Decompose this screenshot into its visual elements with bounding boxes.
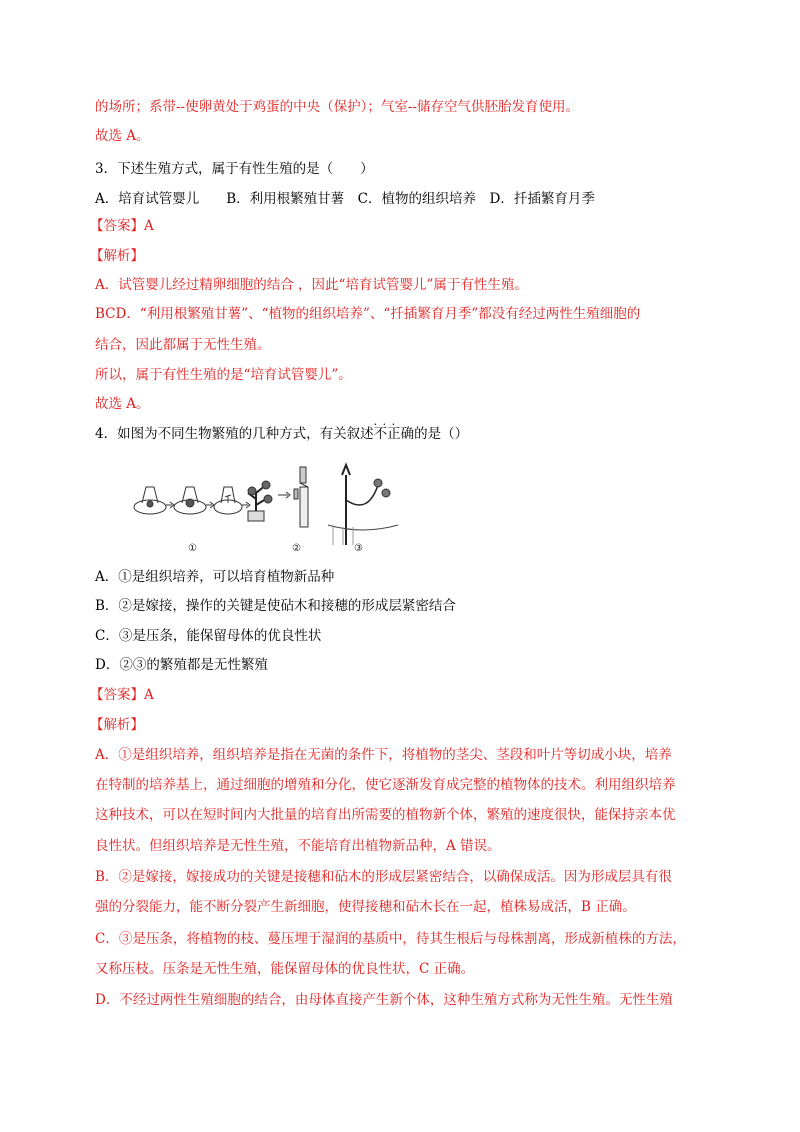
question-3-options: A．培育试管婴儿 B．利用根繁殖甘薯 C．植物的组织培养 D．扦插繁育月季	[95, 191, 595, 207]
explanation-line: BCD．“利用根繁殖甘薯”、“植物的组织培养”、“扦插繁育月季”都没有经过两性生殖细胞的	[95, 306, 641, 322]
analysis-tag: 【解析】	[90, 248, 144, 264]
question-3-stem: 3．下述生殖方式，属于有性生殖的是（ ）	[95, 161, 374, 177]
emphasis-text: 不正确 · · ·	[374, 426, 415, 442]
reproduction-methods-figure	[128, 455, 418, 555]
conclusion-line: 故选 A。	[95, 396, 150, 412]
figure-label-1: ①	[188, 543, 197, 554]
option-c: C．③是压条，能保留母体的优良性状	[95, 628, 322, 644]
explanation-line: A．①是组织培养，组织培养是指在无菌的条件下，将植物的茎尖、茎段和叶片等切成小块，培养	[95, 747, 672, 763]
explanation-line: 良性状。但组织培养是无性生殖，不能培育出植物新品种，A 错误。	[95, 838, 501, 854]
explanation-line: D．不经过两性生殖细胞的结合，由母体直接产生新个体，这种生殖方式称为无性生殖。无性生殖	[95, 992, 673, 1008]
figure-illustration	[128, 455, 418, 555]
answer-line	[90, 686, 154, 704]
question-4-stem	[95, 425, 468, 443]
option-b: B．②是嫁接，操作的关键是使砧木和接穗的形成层紧密结合	[95, 598, 456, 614]
explanation-line: 强的分裂能力，能不断分裂产生新细胞，使得接穗和砧木长在一起，植株易成活，B 正确。	[95, 899, 636, 915]
answer-tag: 【答案】	[90, 218, 144, 234]
figure-label-3: ③	[354, 543, 363, 554]
analysis-tag: 【解析】	[90, 717, 144, 733]
answer-line	[90, 217, 154, 235]
question-4-text-end: 的是（）	[414, 426, 469, 442]
explanation-line: 的场所；系带--使卵黄处于鸡蛋的中央（保护）；气室--储存空气供胚胎发育使用。	[95, 99, 579, 115]
option-a: A．①是组织培养，可以培育植物新品种	[95, 569, 335, 585]
explanation-line: 结合，因此都属于无性生殖。	[95, 337, 271, 353]
answer-value: A	[144, 687, 154, 703]
explanation-line: A．试管婴儿经过精卵细胞的结合 ，因此“培育试管婴儿”属于有性生殖。	[95, 277, 528, 293]
explanation-line: C．③是压条，将植物的枝、蔓压埋于湿润的基质中，待其生根后与母株割离，形成新植株的方法，	[95, 931, 686, 947]
explanation-line: 在特制的培养基上，通过细胞的增殖和分化，使它逐渐发育成完整的植物体的技术。利用组织培养	[95, 777, 676, 793]
question-4-text: 4．如图为不同生物繁殖的几种方式，有关叙述	[95, 426, 374, 442]
answer-tag: 【答案】	[90, 687, 144, 703]
explanation-line: 这种技术，可以在短时间内大批量的培育出所需要的植物新个体，繁殖的速度很快，能保持亲本优	[95, 807, 676, 823]
explanation-line: 所以，属于有性生殖的是“培育试管婴儿”。	[95, 367, 352, 383]
explanation-line: 又称压枝。压条是无性生殖，能保留母体的优良性状，C 正确。	[95, 961, 475, 977]
explanation-line: B．②是嫁接，嫁接成功的关键是接穗和砧木的形成层紧密结合，以确保成活。因为形成层具有很	[95, 869, 672, 885]
option-d: D．②③的繁殖都是无性繁殖	[95, 657, 268, 673]
conclusion-line: 故选 A。	[95, 128, 150, 144]
figure-label-2: ②	[292, 543, 301, 554]
answer-value: A	[144, 218, 154, 234]
